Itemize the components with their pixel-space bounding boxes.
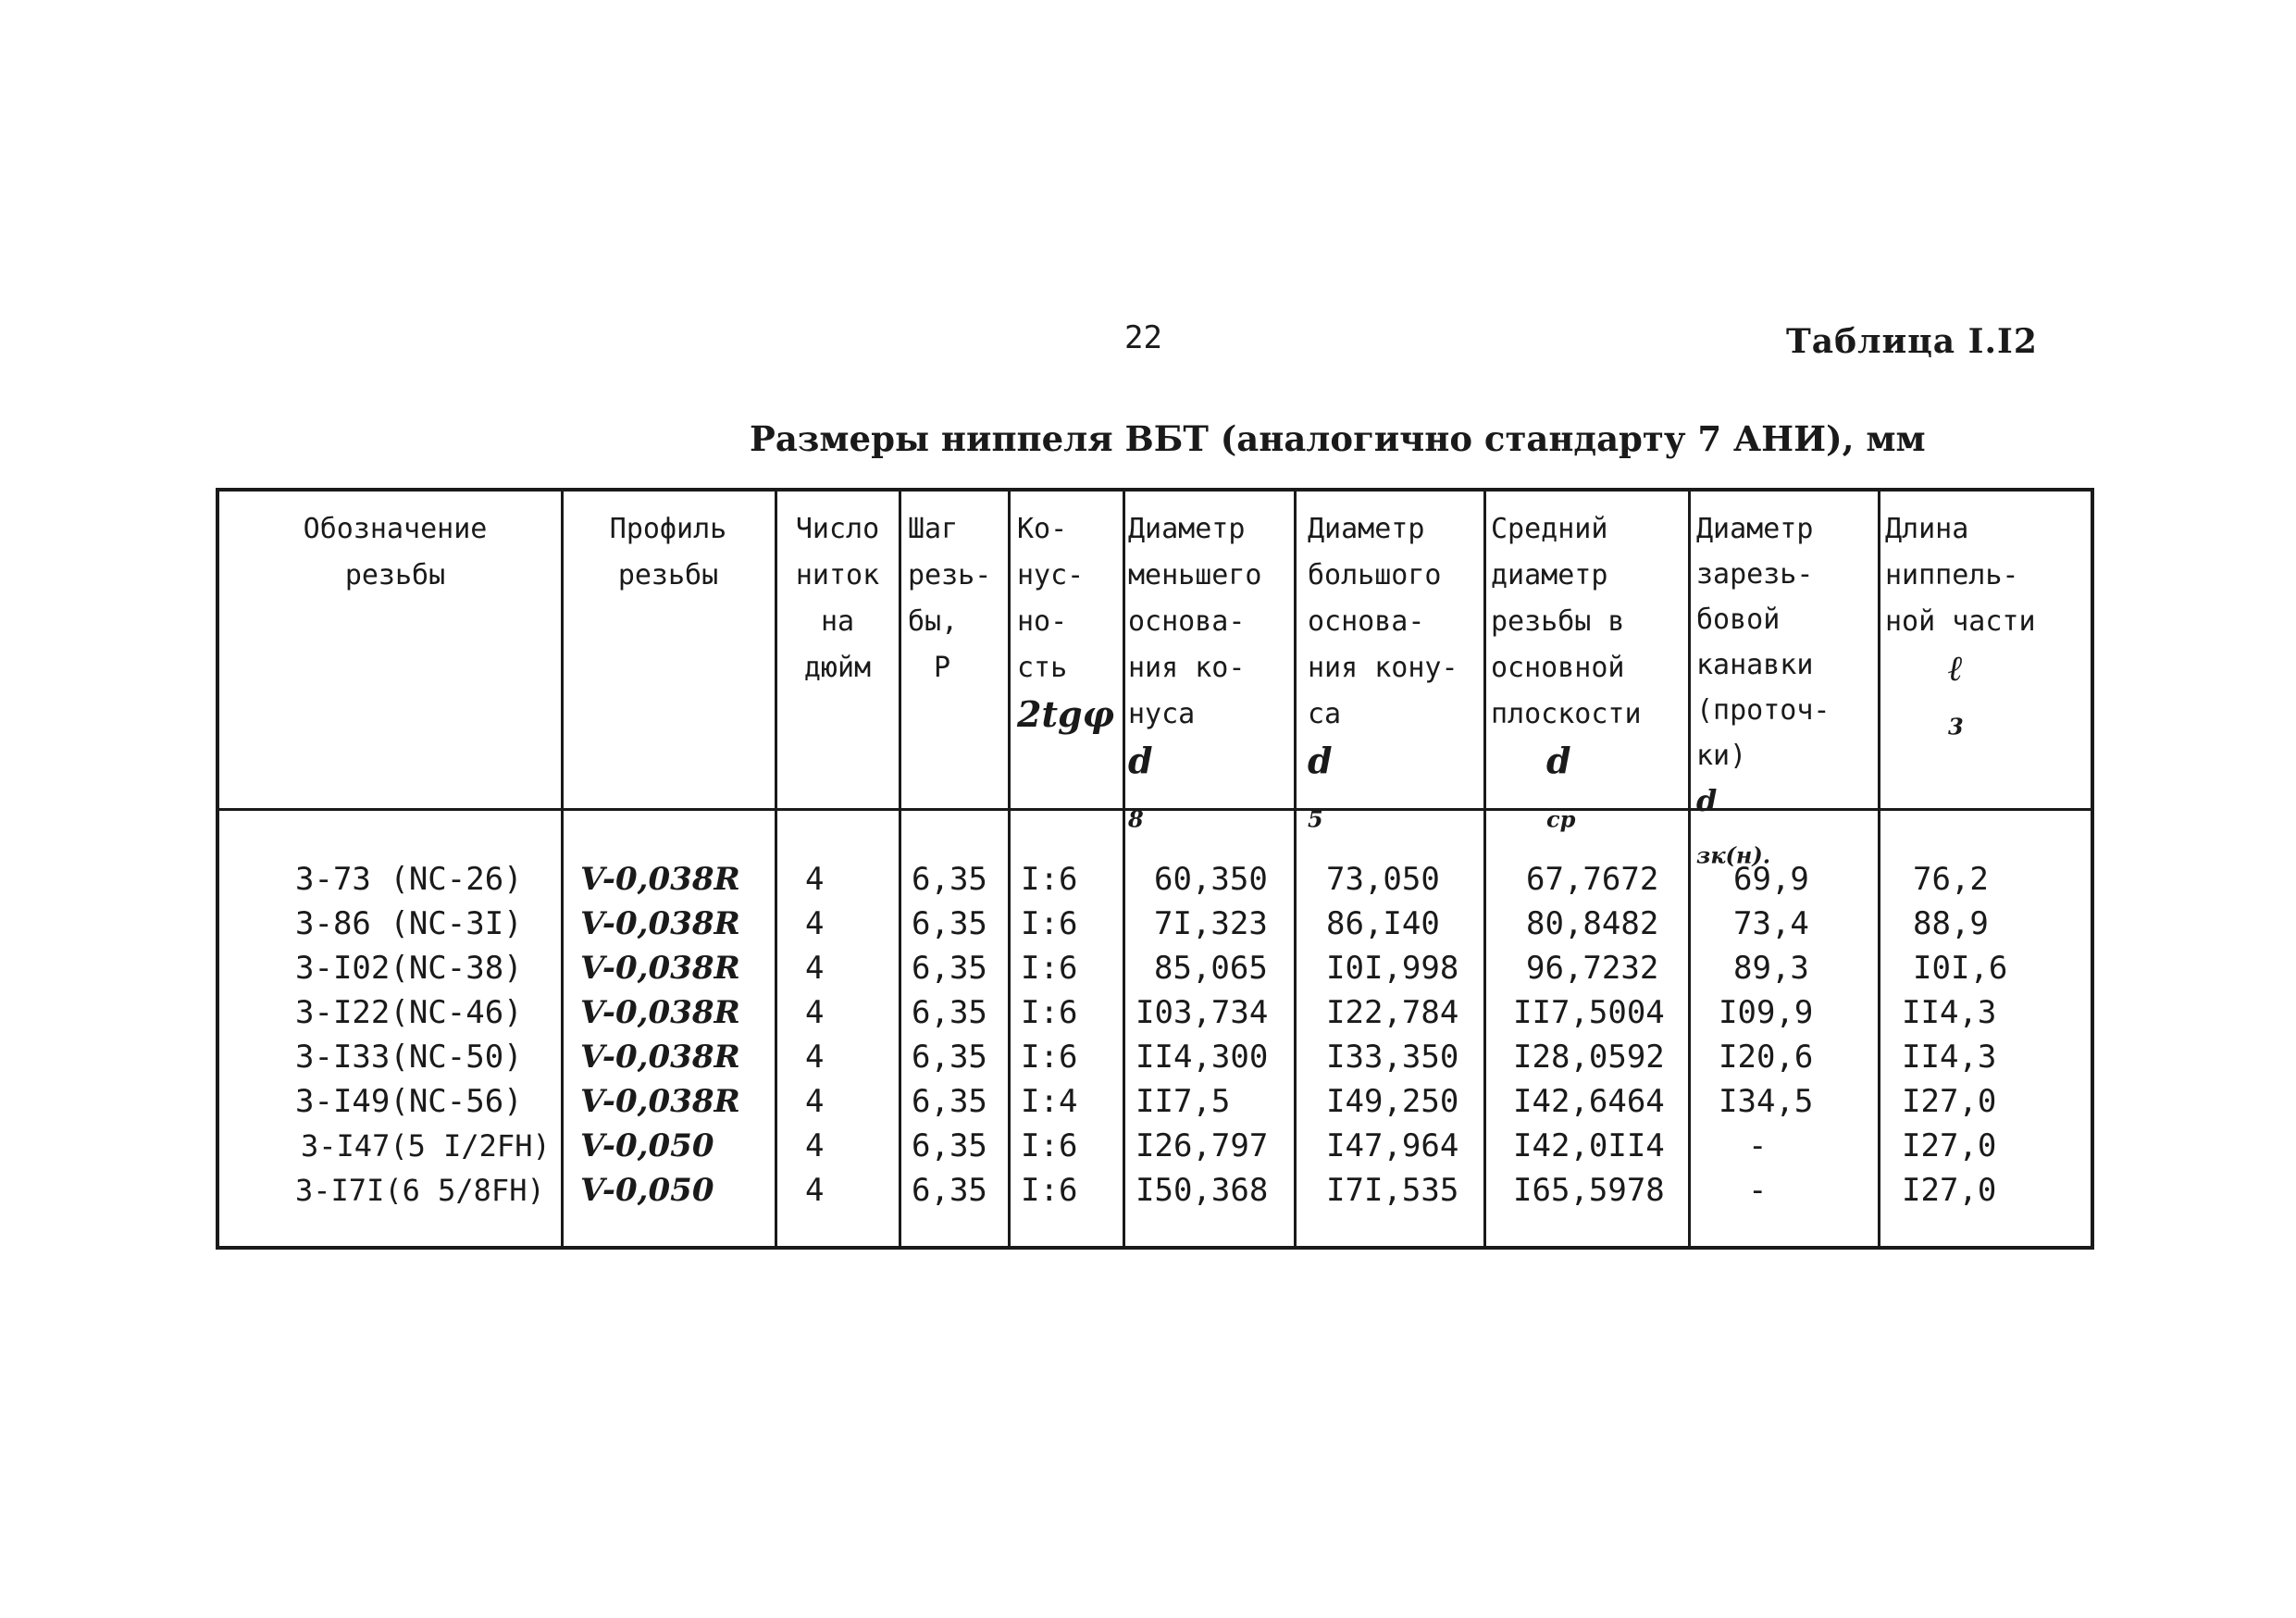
cell-nipple-length: I27,0 [1902, 1083, 1997, 1120]
table-row [219, 1168, 2091, 1213]
cell-taper: I:6 [1021, 905, 1078, 942]
cell-mean-diameter: I42,0II4 [1513, 1127, 1665, 1164]
cell-designation: З-I49(NC-56) [295, 1083, 523, 1120]
cell-designation: З-I7I(6 5/8FH) [295, 1173, 545, 1208]
cell-large-diameter: I7I,535 [1326, 1172, 1459, 1209]
table-row [219, 857, 2091, 902]
cell-threads: 4 [805, 950, 825, 987]
cell-small-diameter: I26,797 [1136, 1127, 1269, 1164]
table-row [219, 1124, 2091, 1168]
cell-profile: V-0,038R [580, 861, 740, 898]
cell-mean-diameter: 96,7232 [1526, 950, 1659, 987]
cell-groove-diameter: 89,3 [1733, 950, 1809, 987]
cell-profile: V-0,038R [580, 905, 740, 942]
cell-mean-diameter: II7,5004 [1513, 994, 1665, 1031]
cell-threads: 4 [805, 994, 825, 1031]
cell-small-diameter: 85,065 [1154, 950, 1268, 987]
header-groove-diameter: Диаметр зарезь- бовой канавки (проточ- ки) d $_{зк(н).}$ [1696, 506, 1876, 877]
page-number: 22 [1124, 319, 1162, 356]
cell-small-diameter: 7I,323 [1154, 905, 1268, 942]
cell-profile: V-0,050 [580, 1172, 714, 1209]
cell-pitch: 6,35 [912, 950, 987, 987]
cell-groove-diameter: - [1748, 1127, 1768, 1164]
cell-designation: З-I33(NC-50) [295, 1039, 523, 1076]
d8-symbol: d $_8$ [1128, 740, 1153, 833]
table-row [219, 946, 2091, 990]
cell-groove-diameter: I20,6 [1719, 1039, 1814, 1076]
cell-mean-diameter: 80,8482 [1526, 905, 1659, 942]
table-row [219, 990, 2091, 1035]
l3-symbol: ℓ $_3$ [1948, 647, 1964, 741]
cell-taper: I:6 [1021, 994, 1078, 1031]
cell-large-diameter: 86,I40 [1326, 905, 1440, 942]
dzk-symbol: d $_{зк(н).}$ [1696, 783, 1771, 869]
cell-large-diameter: I47,964 [1326, 1127, 1459, 1164]
header-nipple-length: Длина ниппель- ной части ℓ $_3$ [1885, 506, 2070, 751]
cell-pitch: 6,35 [912, 1083, 987, 1120]
header-profile: Профиль резьбы [609, 513, 727, 591]
cell-small-diameter: I03,734 [1136, 994, 1269, 1031]
dcp-symbol: d $_{ср}$ [1546, 740, 1576, 833]
cell-threads: 4 [805, 1039, 825, 1076]
cell-mean-diameter: I65,5978 [1513, 1172, 1665, 1209]
cell-pitch: 6,35 [912, 994, 987, 1031]
cell-small-diameter: II7,5 [1136, 1083, 1231, 1120]
cell-nipple-length: I27,0 [1902, 1127, 1997, 1164]
cell-threads: 4 [805, 861, 825, 898]
cell-mean-diameter: 67,7672 [1526, 861, 1659, 898]
header-large-diameter: Диаметр большого основа- ния кону- са d $_5$ [1308, 506, 1482, 843]
cell-groove-diameter: 69,9 [1733, 861, 1809, 898]
cell-designation: З-I47(5 I/2FH) [301, 1128, 551, 1164]
cell-large-diameter: I0I,998 [1326, 950, 1459, 987]
cell-large-diameter: I49,250 [1326, 1083, 1459, 1120]
cell-profile: V-0,038R [580, 1039, 740, 1076]
header-taper: Ко- нус- но- сть 2tgφ [1017, 506, 1119, 738]
table-row [219, 1079, 2091, 1124]
cell-profile: V-0,038R [580, 950, 740, 987]
cell-profile: V-0,050 [580, 1127, 714, 1164]
cell-nipple-length: II4,3 [1902, 1039, 1997, 1076]
cell-taper: I:6 [1021, 1127, 1078, 1164]
cell-taper: I:6 [1021, 861, 1078, 898]
cell-taper: I:4 [1021, 1083, 1078, 1120]
cell-threads: 4 [805, 1127, 825, 1164]
cell-nipple-length: II4,3 [1902, 994, 1997, 1031]
cell-designation: З-73 (NC-26) [295, 861, 523, 898]
cell-groove-diameter: 73,4 [1733, 905, 1809, 942]
cell-taper: I:6 [1021, 950, 1078, 987]
cell-groove-diameter: I34,5 [1719, 1083, 1814, 1120]
cell-designation: З-I02(NC-38) [295, 950, 523, 987]
cell-large-diameter: 73,050 [1326, 861, 1440, 898]
cell-small-diameter: II4,300 [1136, 1039, 1269, 1076]
cell-designation: З-86 (NC-3I) [295, 905, 523, 942]
cell-groove-diameter: I09,9 [1719, 994, 1814, 1031]
cell-profile: V-0,038R [580, 1083, 740, 1120]
cell-threads: 4 [805, 1083, 825, 1120]
table-title: Размеры ниппеля ВБТ (аналогично стандарту 7 АНИ), мм [750, 418, 1926, 459]
cell-groove-diameter: - [1748, 1172, 1768, 1209]
cell-nipple-length: I27,0 [1902, 1172, 1997, 1209]
table-label: Таблица I.I2 [1786, 322, 2038, 361]
cell-pitch: 6,35 [912, 1039, 987, 1076]
table-row [219, 902, 2091, 946]
taper-symbol: 2tgφ [1017, 693, 1114, 735]
cell-profile: V-0,038R [580, 994, 740, 1031]
cell-mean-diameter: I42,6464 [1513, 1083, 1665, 1120]
cell-nipple-length: 76,2 [1913, 861, 1989, 898]
cell-large-diameter: I22,784 [1326, 994, 1459, 1031]
header-small-diameter: Диаметр меньшего основа- ния ко- нуса d $_8$ [1128, 506, 1291, 843]
cell-small-diameter: 60,350 [1154, 861, 1268, 898]
cell-designation: З-I22(NC-46) [295, 994, 523, 1031]
cell-pitch: 6,35 [912, 905, 987, 942]
cell-threads: 4 [805, 905, 825, 942]
header-designation: Обозначение резьбы [303, 513, 488, 591]
d5-symbol: d $_5$ [1308, 740, 1333, 833]
header-pitch: Шаг резь- бы, P [908, 513, 992, 684]
cell-threads: 4 [805, 1172, 825, 1209]
data-table [216, 488, 2094, 1250]
cell-pitch: 6,35 [912, 861, 987, 898]
table-row [219, 1035, 2091, 1079]
cell-pitch: 6,35 [912, 1172, 987, 1209]
cell-small-diameter: I50,368 [1136, 1172, 1269, 1209]
header-threads-per-inch: Число ниток на дюйм [795, 513, 880, 684]
header-mean-diameter: Средний диаметр резьбы в основной плоскости d $_{ср}$ [1491, 506, 1685, 843]
cell-mean-diameter: I28,0592 [1513, 1039, 1665, 1076]
cell-nipple-length: 88,9 [1913, 905, 1989, 942]
cell-nipple-length: I0I,6 [1913, 950, 2008, 987]
cell-taper: I:6 [1021, 1039, 1078, 1076]
cell-taper: I:6 [1021, 1172, 1078, 1209]
cell-pitch: 6,35 [912, 1127, 987, 1164]
cell-large-diameter: I33,350 [1326, 1039, 1459, 1076]
